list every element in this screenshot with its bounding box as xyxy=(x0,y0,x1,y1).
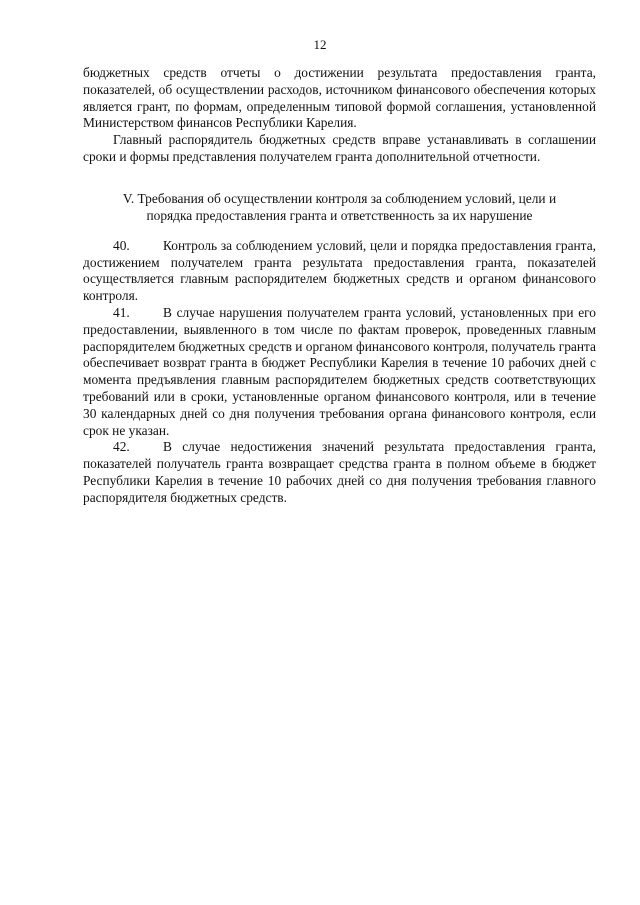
paragraph: бюджетных средств отчеты о достижении результата предоставления гранта, показателей, об осуществлении расходов, источником финансового обеспечения которых является грант, по формам, определенным типовой формой соглашения, установленной Министерством финансов Республики Карелия. xyxy=(83,65,596,131)
section-heading-line: V. Требования об осуществлении контроля за соблюдением условий, цели и xyxy=(122,190,557,206)
page-number: 12 xyxy=(313,37,327,52)
numbered-item xyxy=(83,439,596,506)
section-heading-line: порядка предоставления гранта и ответственность за их нарушение xyxy=(146,207,533,223)
numbered-item xyxy=(83,238,596,305)
item-text: Контроль за соблюдением условий, цели и порядка предоставления гранта, достижением получателем гранта результата предоставления гранта, показателей осуществляется главным распорядителем бюджетных средств и органом финансового контроля. xyxy=(83,237,596,304)
item-number: 42. xyxy=(113,439,130,455)
section-heading xyxy=(83,190,596,224)
item-text: В случае нарушения получателем гранта условий, установленных при его предоставлении, выявленного в том числе по фактам проверок, проведенных главным распорядителем бюджетных средств и органом финансового контроля, получатель гранта обеспечивает возврат гранта в бюджет Республики Карелия в течение 10 рабочих дней с момента предъявления главным распорядителем бюджетных средств соответствующих требований или в сроки, установленные органом финансового контроля, или в течение 30 календарных дней со дня получения требования органа финансового контроля, если срок не указан. xyxy=(83,304,596,438)
item-number: 40. xyxy=(113,237,130,253)
item-number: 41. xyxy=(113,304,130,320)
paragraph: Главный распорядитель бюджетных средств вправе устанавливать в соглашении сроки и формы представления получателем гранта дополнительной отчетности. xyxy=(83,132,596,164)
numbered-item xyxy=(83,305,596,439)
item-text: В случае недостижения значений результата предоставления гранта, показателей получатель гранта возвращает средства гранта в полном объеме в бюджет Республики Карелия в течение 10 рабочих дней со дня получения требования главного распорядителя бюджетных средств. xyxy=(83,439,596,505)
document-body xyxy=(83,65,596,507)
